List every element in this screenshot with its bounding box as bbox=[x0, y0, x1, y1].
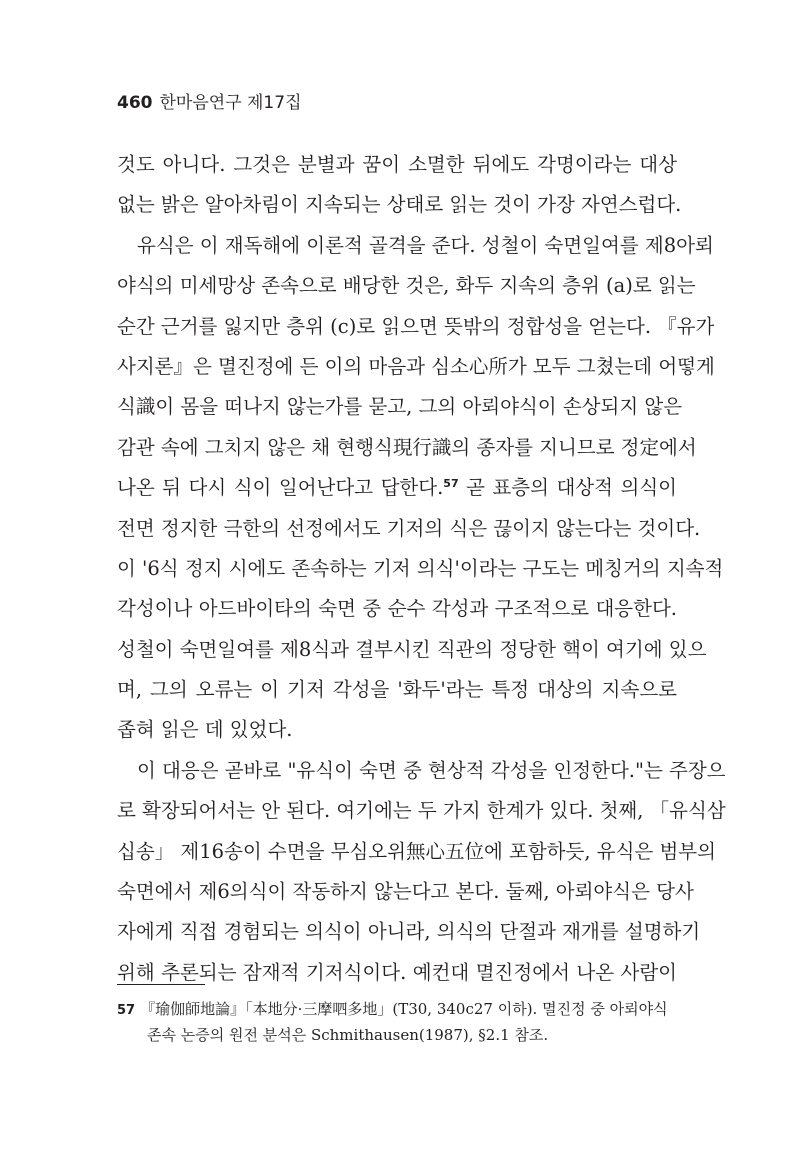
text-line-with-footnote bbox=[117, 468, 677, 508]
footnote-line: 존속 논증의 원전 분석은 Schmithausen(1987), §2.1 참조. bbox=[147, 1026, 549, 1044]
text-line: 감관 속에 그치지 않은 채 현행식現行識의 종자를 지니므로 정定에서 bbox=[117, 435, 697, 459]
text-line: 전면 정지한 극한의 선정에서도 기저의 식은 끊이지 않는다는 것이다. bbox=[117, 516, 701, 540]
text-fragment: 나온 뒤 다시 식이 일어난다고 답한다. bbox=[117, 476, 444, 500]
text-line: 숙면에서 제6의식이 작동하지 않는다고 본다. 둘째, 아뢰야식은 당사 bbox=[117, 880, 694, 904]
text-line: 자에게 직접 경험되는 의식이 아니라, 의식의 단절과 재개를 설명하기 bbox=[117, 920, 701, 944]
text-line: 야식의 미세망상 존속으로 배당한 것은, 화두 지속의 층위 (a)로 읽는 bbox=[117, 274, 696, 298]
text-line: 사지론』은 멸진정에 든 이의 마음과 심소心所가 모두 그쳤는데 어떻게 bbox=[117, 354, 715, 378]
text-line: 성철이 숙면일여를 제8식과 결부시킨 직관의 정당한 핵이 여기에 있으 bbox=[117, 637, 707, 661]
running-header bbox=[117, 88, 302, 113]
text-line: 위해 추론되는 잠재적 기저식이다. 예컨대 멸진정에서 나온 사람이 bbox=[117, 960, 677, 984]
text-line: 로 확장되어서는 안 된다. 여기에는 두 가지 한계가 있다. 첫째, 「유식삼 bbox=[117, 799, 726, 823]
footnote-text: 『瑜伽師地論』「本地分·三摩呬多地」(T30, 340c27 이하). 멸진정 중 아뢰야식 bbox=[140, 1000, 668, 1018]
footnote-number: 57 bbox=[117, 1003, 136, 1018]
text-line: 각성이나 아드바이타의 숙면 중 순수 각성과 구조적으로 대응한다. bbox=[117, 597, 677, 621]
page-number: 460 bbox=[117, 93, 153, 113]
text-line: 순간 근거를 잃지만 층위 (c)로 읽으면 뜻밖의 정합성을 얻는다. 『유가 bbox=[117, 314, 715, 338]
text-line: 좁혀 읽은 데 있었다. bbox=[117, 718, 293, 742]
text-line: 이 '6식 정지 시에도 존속하는 기저 의식'이라는 구도는 메칭거의 지속적 bbox=[117, 556, 724, 580]
body-text bbox=[117, 145, 726, 993]
footnote-line bbox=[117, 996, 677, 1022]
footnote bbox=[117, 996, 677, 1048]
footnote-reference: 57 bbox=[443, 477, 459, 491]
footnote-divider bbox=[117, 984, 205, 985]
text-line: 십송」 제16송이 수면을 무심오위無心五位에 포함하듯, 유식은 범부의 bbox=[117, 839, 716, 863]
text-line: 유식은 이 재독해에 이론적 골격을 준다. 성철이 숙면일여를 제8아뢰 bbox=[137, 233, 714, 257]
text-line: 이 대응은 곧바로 "유식이 숙면 중 현상적 각성을 인정한다."는 주장으 bbox=[137, 758, 726, 782]
text-line: 식識이 몸을 떠나지 않는가를 묻고, 그의 아뢰야식이 손상되지 않은 bbox=[117, 395, 683, 419]
text-line: 며, 그의 오류는 이 기저 각성을 '화두'라는 특정 대상의 지속으로 bbox=[117, 678, 677, 702]
text-line: 것도 아니다. 그것은 분별과 꿈이 소멸한 뒤에도 각명이라는 대상 bbox=[117, 153, 677, 176]
text-line: 없는 밝은 알아차림이 지속되는 상태로 읽는 것이 가장 자연스럽다. bbox=[117, 193, 682, 217]
text-fragment: 곧 표층의 대상적 의식이 bbox=[458, 476, 678, 500]
journal-title: 한마음연구 제17집 bbox=[159, 93, 302, 113]
